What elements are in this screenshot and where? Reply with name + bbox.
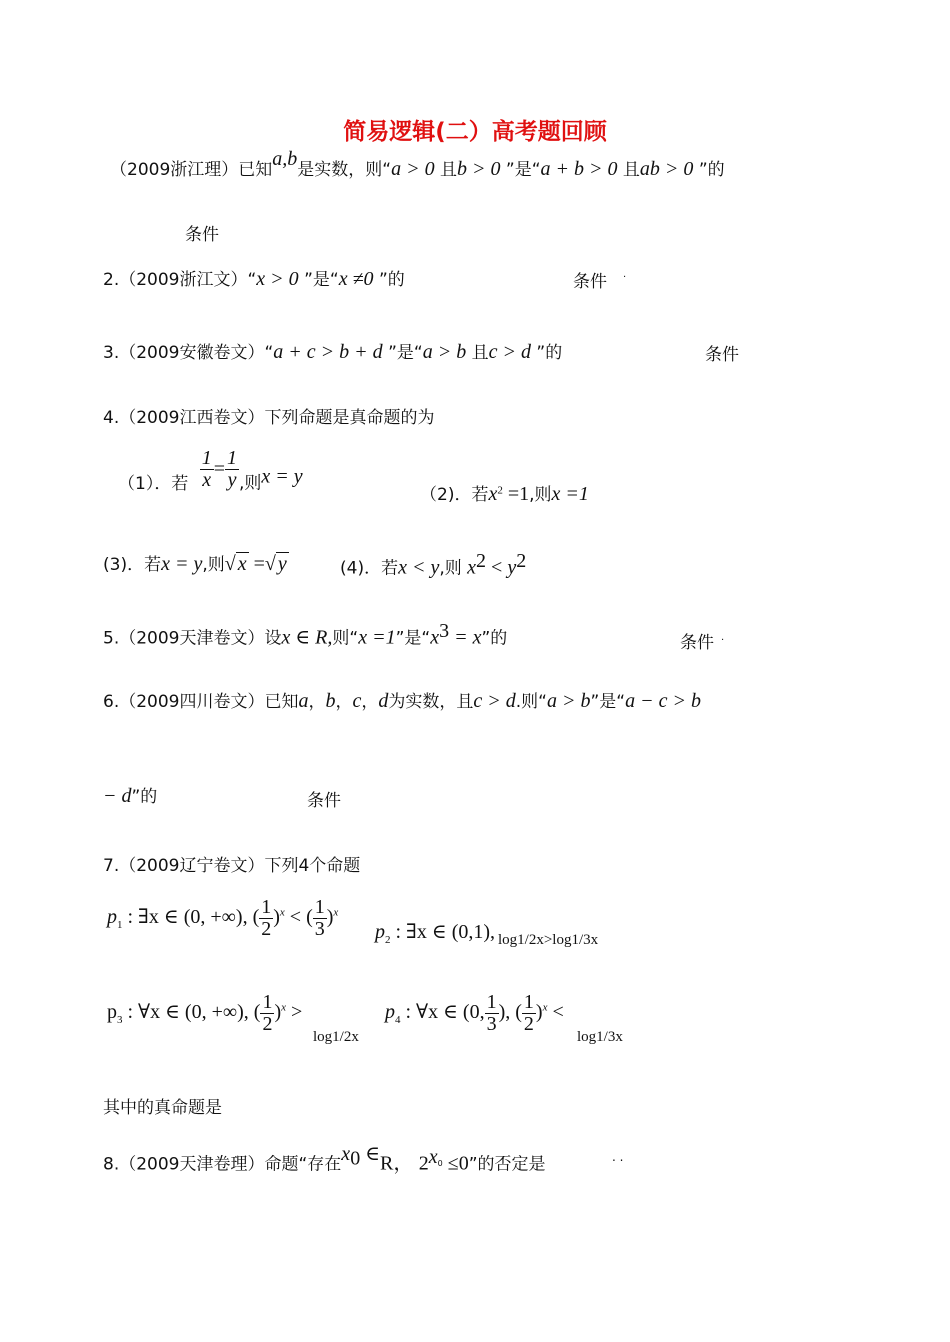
q7-p3-log: log1/2x bbox=[313, 1029, 359, 1045]
q4-p3-label: (3)．若 bbox=[103, 555, 162, 575]
q4-p2-concl: x =1 bbox=[551, 483, 589, 505]
q7-p1-frac2: $\frac{1}{3}$ bbox=[314, 896, 325, 940]
q6-prefix: 6.（2009四川卷文）已知 bbox=[103, 692, 299, 712]
q7-p2-sub: 2 bbox=[385, 934, 391, 946]
question-8 bbox=[103, 1142, 546, 1180]
q8-le: ≤0 bbox=[442, 1152, 469, 1175]
question-6 bbox=[103, 687, 701, 713]
q8-x0-sub: 0 bbox=[350, 1147, 361, 1170]
q7-footer: 其中的真命题是 bbox=[103, 1098, 222, 1118]
q2-c1: x > 0 bbox=[256, 268, 299, 290]
q2-mid: ”是“ bbox=[304, 270, 339, 290]
q4-prefix: 4.（2009江西卷文）下列命题是真命题的为 bbox=[103, 408, 435, 428]
q1-prod-gt: ab > 0 bbox=[639, 158, 694, 180]
q4-prop-3: (3)．若x = y,则√ x =√ y bbox=[103, 553, 287, 575]
q2-end: ”的 bbox=[378, 270, 405, 290]
q2-prefix: 2.（2009浙江文）“ bbox=[103, 270, 257, 290]
q1-b-gt: b > 0 bbox=[456, 158, 501, 180]
question-1 bbox=[110, 148, 725, 181]
q5-prefix: 5.（2009天津卷文）设 bbox=[103, 628, 282, 649]
q3-end: ”的 bbox=[536, 343, 563, 363]
q7-p3-frac: $\frac{1}{2}$ bbox=[262, 991, 273, 1035]
q7-p3-sub: 3 bbox=[117, 1014, 123, 1027]
q6-blank-label: 条件 bbox=[307, 791, 341, 811]
q1-and1: 且 bbox=[439, 160, 457, 180]
q4-p1-frac2: $\frac{1}{y}$ bbox=[227, 447, 238, 491]
q5-then: 则“ bbox=[332, 628, 359, 649]
q5-c1: x =1 bbox=[358, 626, 396, 649]
q4-p4-exp1: 2 bbox=[476, 550, 487, 572]
q7-p1-frac1: $\frac{1}{2}$ bbox=[261, 896, 272, 940]
q7-p4-log: log1/3x bbox=[577, 1029, 623, 1045]
q7-p4-body: : ∀x ∈ (0, bbox=[400, 1001, 485, 1024]
q7-p2 bbox=[375, 919, 495, 946]
q6-sep1: ， bbox=[308, 692, 326, 712]
q7-p1-lt: < ( bbox=[284, 906, 313, 929]
q4-p1-label: （1）．若 bbox=[118, 473, 189, 494]
q4-p4-lt: < bbox=[486, 556, 508, 579]
q6-c: c bbox=[352, 690, 362, 712]
question-3 bbox=[103, 338, 562, 364]
q4-p4-cond: x < y bbox=[398, 556, 440, 579]
q3-and: 且 bbox=[471, 343, 489, 363]
q6-expr1: a − c > b bbox=[625, 690, 701, 712]
q7-p4-label: p bbox=[385, 1001, 395, 1024]
q5-c2rest: = x bbox=[449, 626, 482, 649]
q8-prefix: 8.（2009天津卷理）命题“存在 bbox=[103, 1154, 342, 1175]
q1-mid1: 是实数，则“ bbox=[297, 160, 392, 180]
q2-c2: x ≠0 bbox=[338, 268, 374, 290]
q1-ab: a,b bbox=[272, 148, 298, 170]
q7-p4-e: x bbox=[542, 1001, 548, 1014]
q8-x0: x bbox=[341, 1142, 351, 1165]
q7-p1-e1: x bbox=[279, 906, 285, 919]
q7-p4-close: ) bbox=[535, 1001, 543, 1024]
q1-sum-gt: a + b > 0 bbox=[540, 158, 618, 180]
q7-p1-body: : ∃x ∈ (0, +∞), ( bbox=[122, 906, 260, 929]
q3-prefix: 3.（2009安徽卷文）“ bbox=[103, 343, 274, 363]
q7-p1-mid: ) bbox=[273, 906, 280, 929]
q4-p4-exp2: 2 bbox=[516, 550, 527, 572]
q7-p1-sub: 1 bbox=[117, 919, 123, 932]
q6-line2 bbox=[103, 782, 157, 808]
q6-expr2: − d bbox=[103, 785, 132, 807]
q7-p4-frac1: $\frac{1}{3}$ bbox=[486, 991, 497, 1035]
q7-p2-label: p bbox=[375, 921, 385, 943]
q6-c-gt: c > d bbox=[473, 690, 516, 712]
q6-mid3: ”是“ bbox=[590, 692, 626, 712]
q5-end: ”的 bbox=[481, 628, 508, 649]
q5-blank-label: 条件 bbox=[680, 633, 714, 653]
q7-p3-body: : ∀x ∈ (0, +∞), ( bbox=[122, 1001, 261, 1024]
q7-prefix: 7.（2009辽宁卷文）下列4个命题 bbox=[103, 856, 361, 876]
q4-p2-label: （2)．若 bbox=[420, 485, 489, 505]
q7-p3-label: p bbox=[107, 1001, 117, 1024]
q1-prefix: （2009浙江理）已知 bbox=[110, 160, 273, 180]
q4-p1-concl: x = y bbox=[261, 465, 303, 488]
q8-end: ”的否定是 bbox=[468, 1154, 546, 1175]
q7-p1 bbox=[107, 897, 338, 940]
q4-p4-x: x bbox=[467, 556, 477, 579]
q3-blank-label: 条件 bbox=[705, 345, 739, 365]
q5-c2x: x bbox=[430, 626, 440, 649]
q4-prop-4 bbox=[340, 550, 526, 580]
q8-exp-sub: 0 bbox=[437, 1159, 443, 1168]
q7-p3-e: x bbox=[281, 1001, 287, 1014]
q3-mid: ”是“ bbox=[388, 343, 423, 363]
q8-exp: x bbox=[428, 1146, 438, 1168]
q1-blank-label: 条件 bbox=[185, 225, 219, 245]
q7-p4-lt: < bbox=[547, 1001, 564, 1024]
q6-mid1: 为实数，且 bbox=[388, 692, 474, 712]
q7-p1-e2: x bbox=[333, 906, 339, 919]
q8-dots: . . bbox=[612, 1150, 624, 1164]
q6-b: b bbox=[325, 690, 336, 712]
q7-p4-sub: 4 bbox=[395, 1014, 401, 1027]
q3-c1: a + c > b + d bbox=[273, 341, 383, 363]
question-2 bbox=[103, 265, 405, 291]
q4-p2-exp: 2 bbox=[497, 484, 503, 497]
q7-p2-body: : ∃x ∈ (0,1), bbox=[390, 921, 496, 943]
q1-end: ”的 bbox=[698, 160, 725, 180]
q6-end: ”的 bbox=[131, 787, 158, 807]
q3-c2: a > b bbox=[422, 341, 467, 363]
q4-p4-then: ,则 bbox=[439, 558, 462, 579]
q4-p2-then: ,则 bbox=[529, 485, 552, 505]
q4-prop-2 bbox=[420, 480, 589, 506]
q4-p3-cond: x = y bbox=[161, 553, 203, 575]
q1-mid2: ”是“ bbox=[505, 160, 541, 180]
q4-prop-1 bbox=[118, 448, 303, 494]
q7-p4-mid: ), ( bbox=[498, 1001, 522, 1024]
q4-p2-rest: =1 bbox=[502, 483, 530, 505]
q4-p1-frac1: $\frac{1}{x}$ bbox=[201, 447, 212, 491]
q7-p1-label: p bbox=[107, 906, 117, 929]
q8-r: R， bbox=[380, 1152, 414, 1175]
q4-p1-then: ,则 bbox=[239, 473, 262, 494]
q2-dot: . bbox=[623, 269, 627, 280]
q6-a: a bbox=[298, 690, 309, 712]
q7-p3 bbox=[107, 992, 302, 1035]
q6-a-gt: a > b bbox=[546, 690, 591, 712]
q7-p2-log: log1/2x>log1/3x bbox=[498, 932, 599, 948]
q5-set: x ∈ R, bbox=[281, 626, 333, 649]
q4-p3-eq: = bbox=[248, 553, 265, 575]
q5-c2exp: 3 bbox=[439, 620, 450, 642]
q8-two: 2 bbox=[418, 1152, 429, 1175]
q4-p3-then: ,则 bbox=[202, 555, 225, 575]
q6-sep2: ， bbox=[335, 692, 353, 712]
q6-sep3: ， bbox=[361, 692, 379, 712]
q1-a-gt: a > 0 bbox=[391, 158, 435, 180]
q6-mid2: .则“ bbox=[515, 692, 547, 712]
q4-p2-cond: x bbox=[488, 483, 498, 505]
q7-p1-close: ) bbox=[326, 906, 334, 929]
q7-p3-gt: > bbox=[286, 1001, 303, 1024]
q4-p4-y: y bbox=[507, 556, 517, 579]
q1-and2: 且 bbox=[622, 160, 640, 180]
q7-p4-frac2: $\frac{1}{2}$ bbox=[523, 991, 534, 1035]
q4-p3-sqrt-y: y bbox=[277, 553, 287, 575]
q5-mid: ”是“ bbox=[395, 628, 431, 649]
q3-c3: c > d bbox=[488, 341, 531, 363]
q8-in: ∈ bbox=[360, 1142, 380, 1165]
q7-p3-close: ) bbox=[274, 1001, 282, 1024]
q4-p1-eq: = bbox=[213, 458, 226, 480]
q4-p4-label: (4)．若 bbox=[340, 558, 399, 579]
q2-blank-label: 条件 bbox=[573, 272, 607, 292]
q7-p4 bbox=[385, 992, 564, 1035]
q4-p3-sqrt-x: x bbox=[237, 553, 247, 575]
question-5 bbox=[103, 620, 507, 650]
page-title: 简易逻辑(二）高考题回顾 bbox=[343, 119, 607, 145]
q6-d: d bbox=[378, 690, 389, 712]
q5-dot: . bbox=[721, 632, 725, 643]
